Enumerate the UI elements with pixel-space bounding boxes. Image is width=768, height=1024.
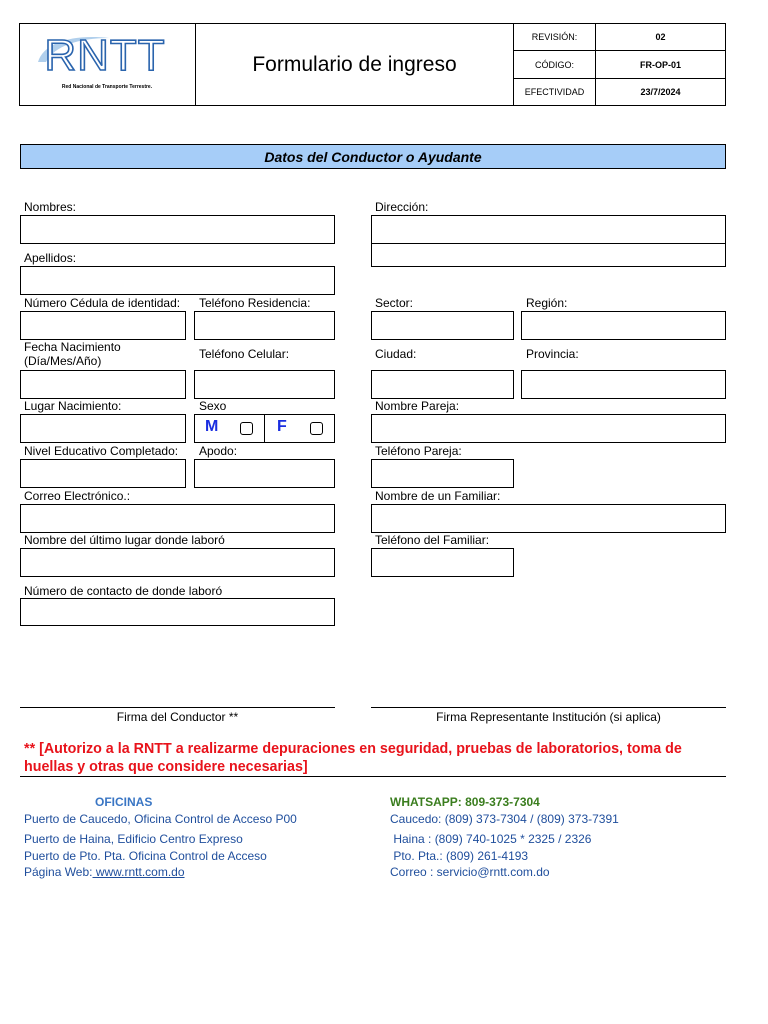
label-nombre-familiar: Nombre de un Familiar: — [375, 489, 501, 503]
oficina-caucedo: Puerto de Caucedo, Oficina Control de Acceso P00 — [24, 812, 297, 826]
firma-conductor-label: Firma del Conductor ** — [116, 710, 239, 724]
label-sector: Sector: — [375, 296, 414, 310]
label-cedula: Número Cédula de identidad: — [24, 296, 181, 310]
label-nivel-educativo: Nivel Educativo Completado: — [24, 444, 179, 458]
sexo-divider — [264, 414, 265, 443]
label-fecha-nacimiento: Fecha Nacimiento — [24, 340, 121, 354]
label-lugar-nacimiento: Lugar Nacimiento: — [24, 399, 122, 413]
web-line — [24, 865, 185, 879]
label-nombre-pareja: Nombre Pareja: — [375, 399, 460, 413]
logo-text: RNTT — [44, 31, 166, 80]
sexo-f-label: F — [277, 418, 287, 435]
direccion-input-2[interactable] — [371, 243, 726, 267]
label-apellidos: Apellidos: — [24, 251, 77, 265]
autorizacion-notice: ** [Autorizo a la RNTT a realizarme depuraciones en seguridad, pruebas de laboratorios, toma de huellas y otras que considere necesarias] — [24, 741, 682, 775]
label-ciudad: Ciudad: — [375, 347, 417, 361]
whatsapp-title: WHATSAPP: 809-373-7304 — [390, 795, 540, 809]
provincia-input[interactable] — [521, 370, 726, 399]
label-region: Región: — [526, 296, 568, 310]
nombres-input[interactable] — [20, 215, 335, 244]
label-fecha-nacimiento-formato: (Día/Mes/Año) — [24, 354, 102, 368]
label-nombres: Nombres: — [24, 200, 77, 214]
fecha-nacimiento-input[interactable] — [20, 370, 186, 399]
firma-representante-line[interactable] — [371, 707, 726, 708]
meta-label-revision: REVISIÓN: — [513, 23, 596, 51]
contacto-correo[interactable]: Correo : servicio@rntt.com.do — [390, 865, 550, 879]
ciudad-input[interactable] — [371, 370, 514, 399]
section-title: Datos del Conductor o Ayudante — [20, 144, 726, 169]
label-ultimo-lugar: Nombre del último lugar donde laboró — [24, 533, 225, 547]
apellidos-input[interactable] — [20, 266, 335, 295]
correo-input[interactable] — [20, 504, 335, 533]
logo-subtitle: Red Nacional de Transporte Terrestre. — [61, 84, 153, 90]
contacto-haina: Haina : (809) 740-1025 * 2325 / 2326 — [390, 832, 592, 846]
sexo-m-checkbox[interactable] — [240, 422, 253, 435]
oficinas-title: OFICINAS — [95, 795, 153, 809]
lugar-nacimiento-input[interactable] — [20, 414, 186, 443]
label-contacto-laboro: Número de contacto de donde laboró — [24, 584, 223, 598]
nombre-familiar-input[interactable] — [371, 504, 726, 533]
direccion-input-1[interactable] — [371, 215, 726, 244]
meta-value-revision: 02 — [595, 23, 726, 51]
form-title: Formulario de ingreso — [195, 23, 514, 106]
ultimo-lugar-input[interactable] — [20, 548, 335, 577]
apodo-input[interactable] — [194, 459, 335, 488]
sector-input[interactable] — [371, 311, 514, 340]
sexo-f-checkbox[interactable] — [310, 422, 323, 435]
label-tel-celular: Teléfono Celular: — [199, 347, 290, 361]
label-correo: Correo Electrónico.: — [24, 489, 131, 503]
tel-celular-input[interactable] — [194, 370, 335, 399]
label-telefono-familiar: Teléfono del Familiar: — [375, 533, 490, 547]
meta-value-efectividad: 23/7/2024 — [595, 78, 726, 106]
tel-residencia-input[interactable] — [194, 311, 335, 340]
notice-divider — [20, 776, 726, 777]
oficina-pto-pta: Puerto de Pto. Pta. Oficina Control de Acceso — [24, 849, 267, 863]
contacto-pto-pta: Pto. Pta.: (809) 261-4193 — [390, 849, 529, 863]
contacto-caucedo: Caucedo: (809) 373-7304 / (809) 373-7391 — [390, 812, 619, 826]
firma-conductor-line[interactable] — [20, 707, 335, 708]
meta-value-codigo: FR-OP-01 — [595, 50, 726, 79]
nombre-pareja-input[interactable] — [371, 414, 726, 443]
region-input[interactable] — [521, 311, 726, 340]
label-sexo: Sexo — [199, 399, 227, 413]
label-tel-residencia: Teléfono Residencia: — [199, 296, 311, 310]
nivel-educativo-input[interactable] — [20, 459, 186, 488]
telefono-pareja-input[interactable] — [371, 459, 514, 488]
web-label: Página Web: — [24, 865, 93, 879]
label-provincia: Provincia: — [526, 347, 579, 361]
web-link[interactable]: www.rntt.com.do — [92, 865, 185, 879]
label-apodo: Apodo: — [199, 444, 238, 458]
oficina-haina: Puerto de Haina, Edificio Centro Expreso — [24, 832, 243, 846]
meta-label-codigo: CÓDIGO: — [513, 50, 596, 79]
sexo-m-label: M — [205, 418, 219, 435]
label-direccion: Dirección: — [375, 200, 429, 214]
meta-label-efectividad: EFECTIVIDAD — [513, 78, 596, 106]
firma-representante-label: Firma Representante Institución (si aplica) — [436, 710, 661, 724]
cedula-input[interactable] — [20, 311, 186, 340]
contacto-laboro-input[interactable] — [20, 598, 335, 626]
label-telefono-pareja: Teléfono Pareja: — [375, 444, 462, 458]
telefono-familiar-input[interactable] — [371, 548, 514, 577]
